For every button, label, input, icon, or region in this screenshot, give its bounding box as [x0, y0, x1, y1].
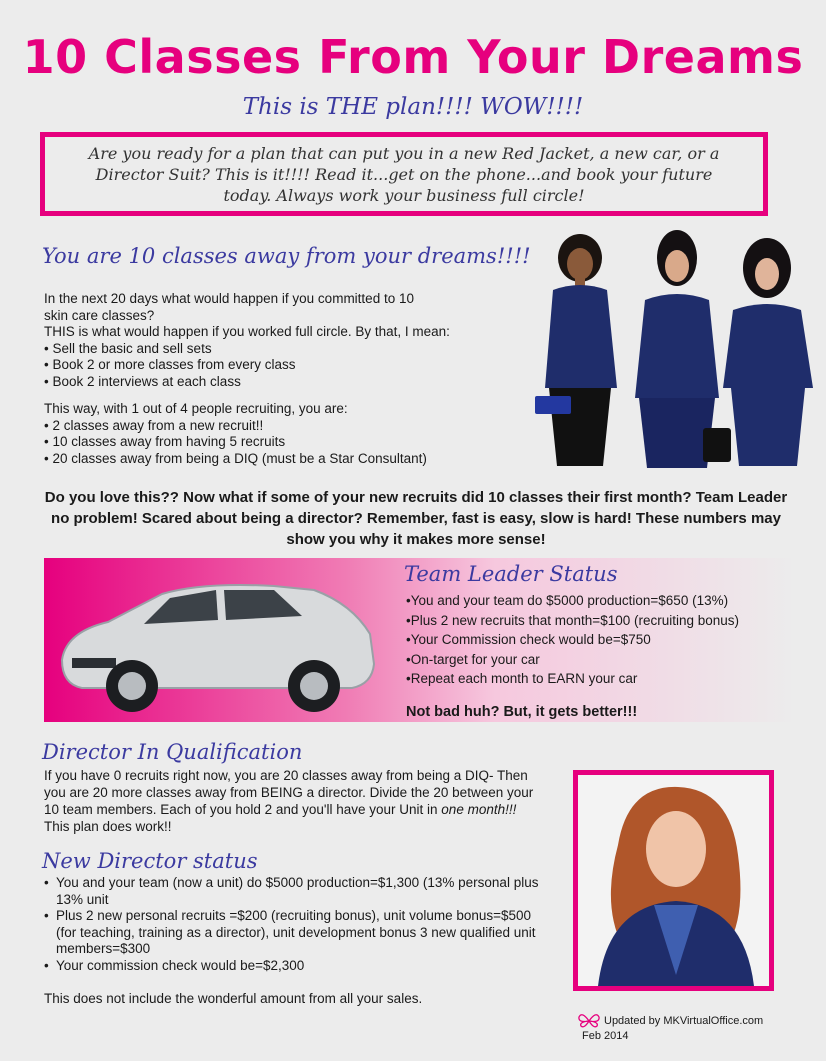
team-leader-list	[406, 591, 816, 689]
diq-heading: Director In Qualification	[42, 740, 303, 764]
diq-paragraph	[44, 767, 544, 835]
recruiting-bullet: • 10 classes away from having 5 recruits	[44, 434, 286, 449]
recruiting-paragraph	[44, 401, 534, 467]
dreams-line: skin care classes?	[44, 307, 155, 323]
new-director-item	[44, 958, 544, 975]
dreams-line: THIS is what would happen if you worked full circle. By that, I mean:	[44, 324, 450, 339]
team-leader-item: •You and your team do $5000 production=$650 (13%)	[406, 593, 729, 608]
footer-updated: Updated by MKVirtualOffice.com	[604, 1015, 764, 1027]
team-leader-item: •Plus 2 new recruits that month=$100 (recruiting bonus)	[406, 612, 740, 628]
new-director-item	[44, 875, 544, 908]
consultant-figure	[535, 234, 617, 466]
new-director-text: Your commission check would be=$2,300	[56, 957, 305, 973]
team-leader-heading: Team Leader Status	[404, 562, 618, 586]
director-photo	[578, 775, 769, 986]
intro-box	[40, 132, 768, 216]
dreams-heading: You are 10 classes away from your dreams!!!!	[42, 244, 531, 268]
dreams-line: In the next 20 days what would happen if you committed to 10	[44, 291, 414, 306]
consultants-photo	[535, 228, 820, 478]
new-director-list	[44, 875, 544, 974]
bullet: •	[44, 875, 49, 890]
team-leader-item: •Repeat each month to EARN your car	[406, 671, 638, 686]
dreams-bullet: • Sell the basic and sell sets	[44, 340, 212, 356]
recruiting-bullet: • 2 classes away from a new recruit!!	[44, 417, 264, 433]
sales-note: This does not include the wonderful amount from all your sales.	[44, 991, 423, 1006]
new-director-heading: New Director status	[42, 849, 258, 873]
dreams-bullet: • Book 2 interviews at each class	[44, 373, 241, 389]
diq-text-end: This plan does work!!	[44, 819, 172, 834]
new-director-text: You and your team (now a unit) do $5000 production=$1,300 (13% personal plus 13% unit	[56, 875, 539, 907]
love-this-text: Do you love this?? Now what if some of your new recruits did 10 classes their first month? Team Leader no problem! Scared about being a director? Remember, fast is easy, slow is hard! These numbers may show you why it makes more sense!	[44, 489, 788, 548]
diq-text: If you have 0 recruits right now, you are 20 classes away from being a DIQ- Then you are 20 more classes away from BEING a director. Divide the 20 between your 10 team members. Each of you hold 2 and you'll have your Unit in	[44, 768, 534, 817]
consultant-figure	[703, 238, 813, 466]
diq-emphasis: one month!!!	[441, 802, 517, 817]
page-subtitle: This is THE plan!!!! WOW!!!!	[242, 94, 584, 120]
team-leader-item: •On-target for your car	[406, 651, 540, 667]
footer	[578, 1013, 763, 1043]
bullet: •	[44, 957, 49, 973]
recruiting-bullet: • 20 classes away from being a DIQ (must be a Star Consultant)	[44, 450, 427, 466]
new-director-text: Plus 2 new personal recruits =$200 (recruiting bonus), unit volume bonus=$500 (for teaching, training as a director), unit development bonus 3 new qualified unit members=$300	[56, 908, 536, 956]
director-photo-frame	[573, 770, 774, 991]
intro-text: Are you ready for a plan that can put you in a new Red Jacket, a new car, or a Director Suit? This is it!!!! Read it...get on the phone...and book your future today. Always work your business full circle!	[88, 143, 720, 205]
team-leader-closing: Not bad huh? But, it gets better!!!	[406, 704, 638, 720]
recruiting-intro: This way, with 1 out of 4 people recruiting, you are:	[44, 401, 348, 416]
footer-date: Feb 2014	[582, 1030, 629, 1042]
dreams-bullet: • Book 2 or more classes from every class	[44, 357, 296, 372]
dreams-paragraph	[44, 291, 524, 390]
car-photo	[52, 568, 382, 716]
bullet: •	[44, 908, 49, 923]
team-leader-item: •Your Commission check would be=$750	[406, 632, 651, 647]
butterfly-icon	[578, 1013, 600, 1029]
page-title: 10 Classes From Your Dreams	[22, 30, 804, 84]
new-director-item	[44, 908, 544, 958]
